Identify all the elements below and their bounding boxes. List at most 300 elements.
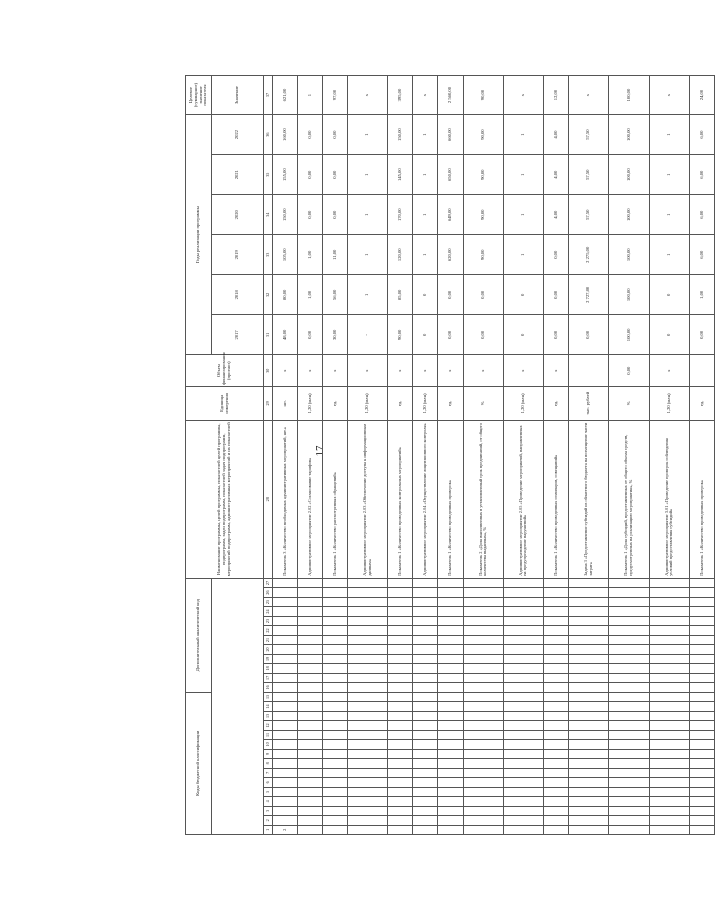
code-cell <box>323 673 348 682</box>
year-value-cell: 650,00 <box>438 155 463 195</box>
code-cell <box>348 816 388 825</box>
code-cell <box>544 749 569 758</box>
code-cell <box>689 806 714 815</box>
column-number: 36 <box>264 115 273 155</box>
code-cell <box>544 768 569 777</box>
code-cell <box>298 730 323 739</box>
code-cell <box>649 825 689 834</box>
table-body <box>273 76 715 835</box>
code-cell <box>503 588 543 597</box>
code-cell <box>463 825 503 834</box>
code-cell <box>569 588 609 597</box>
code-cell <box>609 797 649 806</box>
column-number: 26 <box>264 588 273 597</box>
row-unit: 1,20 (млн) <box>413 387 438 421</box>
code-cell <box>544 673 569 682</box>
code-cell <box>438 692 463 702</box>
code-cell <box>323 806 348 815</box>
final-value-cell: x <box>569 76 609 115</box>
code-cell <box>689 730 714 739</box>
code-cell <box>388 578 413 588</box>
header-final-value: Значение <box>212 76 264 115</box>
year-value-cell: 0,00 <box>298 115 323 155</box>
code-cell <box>323 759 348 768</box>
code-cell <box>463 607 503 616</box>
code-cell <box>649 787 689 796</box>
column-number: 7 <box>264 768 273 777</box>
header-analytical: Дополнительный аналитический код <box>186 578 212 692</box>
table-row <box>463 76 503 835</box>
code-cell <box>273 768 298 777</box>
code-cell <box>503 797 543 806</box>
code-cell <box>348 616 388 625</box>
code-cell <box>503 635 543 644</box>
year-value-cell: 0,00 <box>298 315 323 355</box>
code-cell <box>463 597 503 606</box>
code-cell <box>649 740 689 749</box>
column-number: 15 <box>264 692 273 702</box>
final-value-cell: x <box>348 76 388 115</box>
code-cell <box>649 616 689 625</box>
final-value-cell: 621,00 <box>273 76 298 115</box>
code-cell <box>569 721 609 730</box>
code-cell <box>438 740 463 749</box>
table-row <box>503 76 543 835</box>
table-row <box>689 76 714 835</box>
row-unit: ед. <box>544 387 569 421</box>
code-cell <box>463 787 503 796</box>
code-cell <box>298 702 323 711</box>
year-value-cell: 90,00 <box>463 155 503 195</box>
code-cell <box>438 673 463 682</box>
year-value-cell: 0,00 <box>689 315 714 355</box>
table-row <box>438 76 463 835</box>
code-cell <box>649 683 689 692</box>
code-cell <box>569 645 609 654</box>
code-cell <box>273 683 298 692</box>
code-cell <box>273 730 298 739</box>
code-cell <box>438 816 463 825</box>
code-cell <box>298 768 323 777</box>
code-cell <box>649 654 689 663</box>
code-cell <box>348 578 388 588</box>
code-cell <box>348 588 388 597</box>
code-cell <box>649 607 689 616</box>
code-cell <box>463 692 503 702</box>
code-cell <box>689 692 714 702</box>
header-final-group: Целевое (суммарное) значение показателя <box>186 76 212 115</box>
code-cell <box>438 664 463 673</box>
code-cell <box>649 711 689 720</box>
code-cell <box>503 645 543 654</box>
year-value-cell: 150,00 <box>273 195 298 235</box>
year-value-cell: 1 <box>649 195 689 235</box>
code-cell: 2 <box>273 825 298 834</box>
year-value-cell: 100,00 <box>609 315 649 355</box>
code-cell <box>609 787 649 796</box>
final-value-cell: 24,00 <box>689 76 714 115</box>
year-value-cell: 90,00 <box>463 115 503 155</box>
code-cell <box>463 768 503 777</box>
code-cell <box>503 825 543 834</box>
year-value-cell: 0,00 <box>323 195 348 235</box>
year-value-cell: 0,00 <box>569 315 609 355</box>
code-cell <box>413 806 438 815</box>
code-cell <box>298 778 323 787</box>
code-cell <box>273 635 298 644</box>
code-cell <box>569 654 609 663</box>
code-cell <box>649 721 689 730</box>
code-cell <box>323 730 348 739</box>
code-cell <box>689 825 714 834</box>
code-cell <box>273 616 298 625</box>
row-finance: x <box>348 355 388 387</box>
code-cell <box>609 673 649 682</box>
code-cell <box>413 702 438 711</box>
code-cell <box>388 626 413 635</box>
code-cell <box>348 759 388 768</box>
code-cell <box>649 806 689 815</box>
row-name: Показатель 3 «Количество необходимых административных мероприятий, шт.» <box>273 420 298 578</box>
code-cell <box>503 626 543 635</box>
code-cell <box>413 607 438 616</box>
code-cell <box>544 787 569 796</box>
code-cell <box>689 597 714 606</box>
code-cell <box>413 692 438 702</box>
year-value-cell: 1 <box>503 115 543 155</box>
table-row <box>348 76 388 835</box>
row-finance: x <box>298 355 323 387</box>
code-cell <box>649 597 689 606</box>
column-number: 16 <box>264 683 273 692</box>
code-cell <box>388 683 413 692</box>
code-cell <box>689 635 714 644</box>
code-cell <box>348 825 388 834</box>
code-cell <box>609 664 649 673</box>
code-cell <box>609 816 649 825</box>
row-name: Задача 3 «Предоставление субсидий из областного бюджета на возмещение части затрат» <box>569 420 609 578</box>
code-cell <box>348 645 388 654</box>
code-cell <box>503 607 543 616</box>
column-number: 3 <box>264 806 273 815</box>
year-value-cell: 1 <box>348 155 388 195</box>
code-cell <box>388 607 413 616</box>
column-number: 24 <box>264 607 273 616</box>
code-cell <box>609 607 649 616</box>
year-value-cell: 0 <box>503 275 543 315</box>
code-cell <box>413 740 438 749</box>
header-years-group: Годы реализации программы <box>186 115 212 355</box>
code-cell <box>503 816 543 825</box>
code-cell <box>413 626 438 635</box>
code-cell <box>569 797 609 806</box>
year-value-cell: 120,00 <box>388 235 413 275</box>
year-value-cell: 1 <box>649 235 689 275</box>
year-value-cell: 90,00 <box>463 235 503 275</box>
code-cell <box>689 645 714 654</box>
code-cell <box>503 787 543 796</box>
code-cell <box>463 749 503 758</box>
row-name: Административное мероприятие 3.01 «Проведение проверок соблюдения условий предоставления субсидий» <box>649 420 689 578</box>
code-cell <box>649 759 689 768</box>
code-cell <box>298 607 323 616</box>
year-value-cell: 90,00 <box>463 195 503 235</box>
code-cell <box>463 721 503 730</box>
code-cell <box>348 787 388 796</box>
code-cell <box>298 759 323 768</box>
code-cell <box>298 626 323 635</box>
column-number-row <box>264 76 273 835</box>
code-cell <box>438 768 463 777</box>
column-number: 17 <box>264 673 273 682</box>
code-cell <box>438 730 463 739</box>
code-cell <box>463 616 503 625</box>
code-cell <box>413 730 438 739</box>
code-cell <box>569 597 609 606</box>
code-cell <box>298 692 323 702</box>
year-value-cell: 0 <box>413 275 438 315</box>
code-cell <box>348 806 388 815</box>
code-cell <box>463 702 503 711</box>
column-number: 5 <box>264 787 273 796</box>
year-value-cell: 1 <box>413 195 438 235</box>
row-finance <box>689 355 714 387</box>
code-cell <box>298 616 323 625</box>
code-cell <box>388 768 413 777</box>
code-cell <box>609 588 649 597</box>
code-cell <box>438 616 463 625</box>
code-cell <box>649 588 689 597</box>
code-cell <box>689 711 714 720</box>
code-cell <box>544 635 569 644</box>
code-cell <box>649 730 689 739</box>
year-value-cell: 160,00 <box>273 115 298 155</box>
code-cell <box>463 740 503 749</box>
year-value-cell: 1 <box>503 235 543 275</box>
code-cell <box>544 683 569 692</box>
code-cell <box>298 578 323 588</box>
year-value-cell: 0 <box>649 315 689 355</box>
code-cell <box>388 635 413 644</box>
column-number: 10 <box>264 740 273 749</box>
column-number: 1 <box>264 825 273 834</box>
column-number: 25 <box>264 597 273 606</box>
code-cell <box>348 730 388 739</box>
year-value-cell: 1 <box>649 115 689 155</box>
code-cell <box>413 749 438 758</box>
code-cell <box>569 635 609 644</box>
year-value-cell: 90,00 <box>388 315 413 355</box>
header-finance: Объем финансирования (прогноз) <box>186 355 264 387</box>
header-code-subcolumns <box>212 578 264 834</box>
code-cell <box>609 711 649 720</box>
code-cell <box>463 635 503 644</box>
code-cell <box>689 797 714 806</box>
column-number: 29 <box>264 387 273 421</box>
code-cell <box>413 683 438 692</box>
year-value-cell: 6,00 <box>689 115 714 155</box>
code-cell <box>273 664 298 673</box>
header-unit: Единица измерения <box>186 387 264 421</box>
code-cell <box>438 825 463 834</box>
code-cell <box>438 787 463 796</box>
row-name: Показатель 1 «Доля субсидий, предоставленных от общего объема средств, предусмотренных на реализацию мероприятия», % <box>609 420 649 578</box>
code-cell <box>649 749 689 758</box>
code-cell <box>388 645 413 654</box>
year-value-cell: 105,00 <box>273 235 298 275</box>
code-cell <box>689 664 714 673</box>
code-cell <box>298 825 323 834</box>
year-value-cell: 85,00 <box>388 275 413 315</box>
code-cell <box>388 597 413 606</box>
code-cell <box>569 740 609 749</box>
code-cell <box>273 607 298 616</box>
code-cell <box>463 730 503 739</box>
code-cell <box>348 673 388 682</box>
row-name: Показатель 1 «Количество рассмотренных обращений» <box>323 420 348 578</box>
code-cell <box>438 626 463 635</box>
year-value-cell: 150,00 <box>388 115 413 155</box>
year-value-cell: 48,00 <box>273 315 298 355</box>
year-value-cell: 57,50 <box>569 195 609 235</box>
header-year: 2019 <box>212 235 264 275</box>
code-cell <box>569 711 609 720</box>
code-cell <box>463 626 503 635</box>
year-value-cell: 6,00 <box>689 195 714 235</box>
code-cell <box>503 711 543 720</box>
column-number: 21 <box>264 635 273 644</box>
code-cell <box>463 588 503 597</box>
row-unit: 1,20 (млн) <box>503 387 543 421</box>
header-year: 2020 <box>212 195 264 235</box>
code-cell <box>348 607 388 616</box>
code-cell <box>649 797 689 806</box>
code-cell <box>413 616 438 625</box>
code-cell <box>323 787 348 796</box>
code-cell <box>544 616 569 625</box>
column-number: 20 <box>264 645 273 654</box>
code-cell <box>649 702 689 711</box>
code-cell <box>544 578 569 588</box>
code-cell <box>609 740 649 749</box>
code-cell <box>503 749 543 758</box>
code-cell <box>413 645 438 654</box>
year-value-cell: 1 <box>348 235 388 275</box>
column-number: 28 <box>264 420 273 578</box>
code-cell <box>503 740 543 749</box>
column-number: 4 <box>264 797 273 806</box>
column-number: 27 <box>264 578 273 588</box>
row-unit: % <box>609 387 649 421</box>
code-cell <box>413 721 438 730</box>
code-cell <box>273 654 298 663</box>
year-value-cell: 0,00 <box>544 235 569 275</box>
code-cell <box>438 645 463 654</box>
code-cell <box>689 702 714 711</box>
code-cell <box>348 721 388 730</box>
code-cell <box>323 721 348 730</box>
code-cell <box>609 578 649 588</box>
year-value-cell: 4,00 <box>544 115 569 155</box>
code-cell <box>413 597 438 606</box>
column-number: 9 <box>264 749 273 758</box>
year-value-cell: 0,00 <box>438 275 463 315</box>
year-value-cell: 0,00 <box>323 155 348 195</box>
code-cell <box>609 683 649 692</box>
code-cell <box>463 711 503 720</box>
code-cell <box>544 816 569 825</box>
code-cell <box>569 759 609 768</box>
code-cell <box>503 759 543 768</box>
code-cell <box>298 654 323 663</box>
code-cell <box>463 778 503 787</box>
row-finance: x <box>503 355 543 387</box>
year-value-cell: 1,00 <box>689 275 714 315</box>
code-cell <box>689 616 714 625</box>
code-cell <box>388 749 413 758</box>
code-cell <box>609 825 649 834</box>
code-cell <box>544 588 569 597</box>
column-number: 12 <box>264 721 273 730</box>
row-unit: 1,20 (млн) <box>348 387 388 421</box>
table-rotation-layer <box>185 75 715 835</box>
code-cell <box>609 616 649 625</box>
code-cell <box>298 683 323 692</box>
table-row <box>649 76 689 835</box>
code-cell <box>649 664 689 673</box>
code-cell <box>649 673 689 682</box>
code-cell <box>348 702 388 711</box>
code-cell <box>649 645 689 654</box>
page-number: 17 <box>314 445 326 457</box>
code-cell <box>273 749 298 758</box>
table-row <box>388 76 413 835</box>
row-name: Административное мероприятие 2.05 «Проведение мероприятий, направленных на предупреждение нарушений» <box>503 420 543 578</box>
final-value-cell: 12,00 <box>544 76 569 115</box>
code-cell <box>388 673 413 682</box>
code-cell <box>438 778 463 787</box>
row-unit: тыс. рублей <box>569 387 609 421</box>
code-cell <box>569 816 609 825</box>
code-cell <box>569 730 609 739</box>
code-cell <box>569 607 609 616</box>
code-cell <box>413 673 438 682</box>
code-cell <box>569 778 609 787</box>
code-cell <box>388 816 413 825</box>
code-cell <box>503 683 543 692</box>
code-cell <box>544 825 569 834</box>
year-value-cell: 0,00 <box>323 115 348 155</box>
code-cell <box>388 711 413 720</box>
year-value-cell: 1 <box>348 115 388 155</box>
year-value-cell: 155,00 <box>273 155 298 195</box>
code-cell <box>689 721 714 730</box>
code-cell <box>388 806 413 815</box>
code-cell <box>273 597 298 606</box>
code-cell <box>569 749 609 758</box>
code-cell <box>323 635 348 644</box>
code-cell <box>323 578 348 588</box>
code-cell <box>544 692 569 702</box>
code-cell <box>689 778 714 787</box>
code-cell <box>273 578 298 588</box>
code-cell <box>463 654 503 663</box>
column-number: 35 <box>264 155 273 195</box>
code-cell <box>273 692 298 702</box>
code-cell <box>388 692 413 702</box>
code-cell <box>438 759 463 768</box>
code-cell <box>569 683 609 692</box>
